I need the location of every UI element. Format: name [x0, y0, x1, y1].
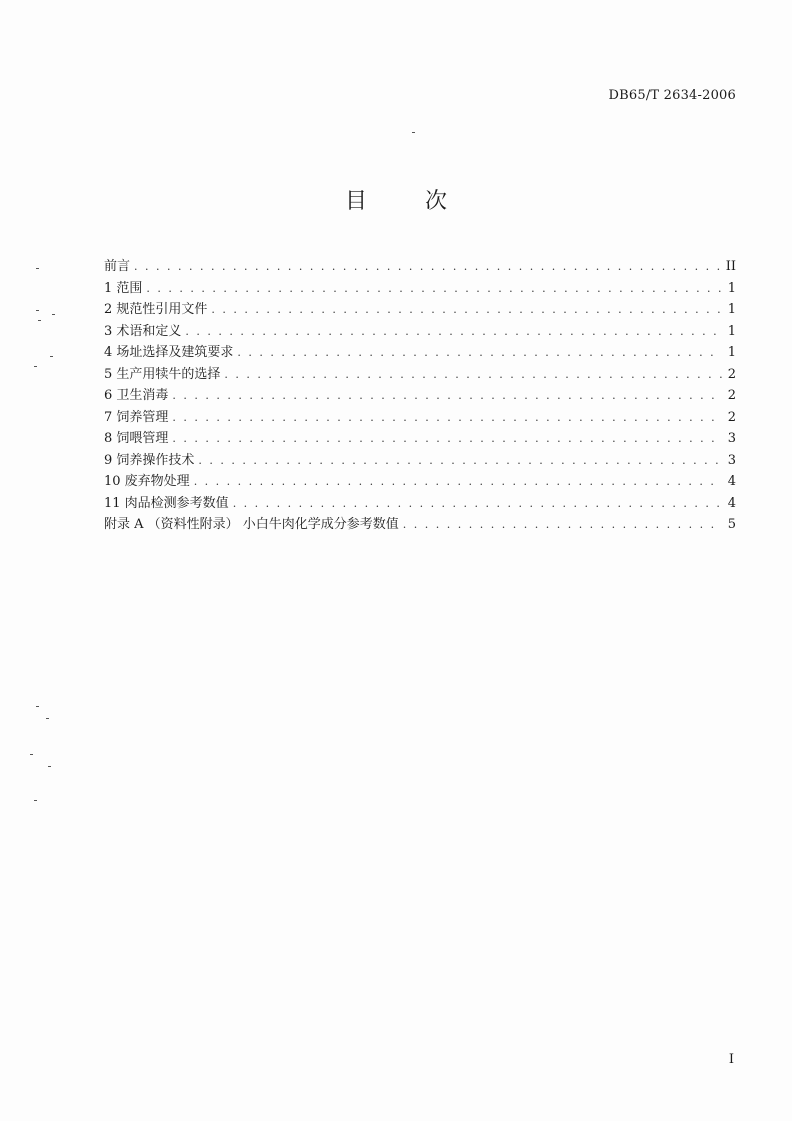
toc-entry-label: 9 饲养操作技术 — [104, 452, 195, 468]
toc-leader-dots — [194, 471, 722, 493]
toc-entry-label: 7 饲养管理 — [104, 409, 169, 425]
scan-speck — [38, 320, 41, 321]
toc-entry-calf-selection[interactable] — [104, 364, 736, 386]
toc-entry-feeding-practice[interactable] — [104, 428, 736, 450]
toc-leader-dots — [237, 342, 722, 364]
scan-speck — [48, 766, 51, 767]
toc-leader-dots — [134, 256, 722, 278]
toc-entry-page: 3 — [727, 452, 736, 468]
toc-entry-label: 附录 A （资料性附录） 小白牛肉化学成分参考数值 — [104, 517, 399, 532]
toc-leader-dots — [172, 428, 722, 450]
toc-entry-label: 3 术语和定义 — [104, 323, 182, 339]
table-of-contents — [104, 256, 736, 536]
toc-entry-meat-testing[interactable] — [104, 493, 736, 515]
toc-entry-page: 1 — [727, 280, 736, 296]
toc-entry-label: 前言 — [104, 259, 131, 274]
toc-entry-page: 2 — [727, 388, 736, 403]
toc-entry-site-selection[interactable] — [104, 342, 736, 364]
toc-entry-appendix-a[interactable] — [104, 514, 736, 536]
page-number: I — [728, 1052, 734, 1067]
toc-entry-disinfection[interactable] — [104, 385, 736, 407]
toc-entry-normative-references[interactable] — [104, 299, 736, 321]
toc-entry-label: 5 生产用犊牛的选择 — [104, 366, 221, 382]
toc-leader-dots — [403, 514, 722, 536]
toc-entry-page: 4 — [727, 474, 736, 489]
toc-entry-label: 2 规范性引用文件 — [104, 302, 208, 317]
scan-speck — [34, 366, 37, 367]
toc-leader-dots — [224, 364, 722, 386]
scan-speck — [412, 132, 415, 133]
toc-entry-page: 4 — [727, 495, 736, 511]
toc-entry-page: 1 — [727, 302, 736, 317]
scan-speck — [36, 706, 39, 707]
toc-entry-label: 10 废弃物处理 — [104, 474, 190, 489]
toc-entry-feeding-management[interactable] — [104, 407, 736, 429]
toc-entry-page: 1 — [727, 345, 736, 360]
toc-leader-dots — [172, 385, 722, 407]
toc-title: 目次 — [344, 189, 505, 214]
toc-entry-operation-techniques[interactable] — [104, 450, 736, 472]
toc-entry-scope[interactable] — [104, 278, 736, 300]
toc-leader-dots — [233, 493, 722, 515]
scan-speck — [30, 754, 33, 755]
toc-leader-dots — [146, 278, 722, 300]
toc-leader-dots — [198, 450, 722, 472]
toc-entry-label: 4 场址选择及建筑要求 — [104, 345, 234, 360]
toc-entry-label: 11 肉品检测参考数值 — [104, 495, 229, 511]
scan-speck — [50, 356, 53, 357]
scan-speck — [34, 800, 37, 801]
toc-entry-page: II — [725, 259, 736, 274]
toc-entry-foreword[interactable] — [104, 256, 736, 278]
scan-speck — [36, 310, 39, 311]
toc-entry-label: 1 范围 — [104, 280, 143, 296]
scan-speck — [36, 268, 39, 269]
toc-leader-dots — [211, 299, 722, 321]
toc-leader-dots — [172, 407, 722, 429]
scan-speck — [46, 718, 49, 719]
document-code: DB65/T 2634-2006 — [608, 88, 736, 103]
toc-entry-label: 6 卫生消毒 — [104, 388, 169, 403]
toc-entry-page: 1 — [727, 323, 736, 339]
toc-entry-page: 3 — [727, 431, 736, 446]
toc-leader-dots — [185, 321, 722, 343]
toc-entry-page: 5 — [727, 517, 736, 532]
toc-entry-label: 8 饲喂管理 — [104, 431, 169, 446]
toc-entry-waste-treatment[interactable] — [104, 471, 736, 493]
toc-entry-page: 2 — [727, 409, 736, 425]
toc-entry-page: 2 — [727, 366, 736, 382]
scan-speck — [52, 314, 55, 315]
toc-entry-terms-definitions[interactable] — [104, 321, 736, 343]
